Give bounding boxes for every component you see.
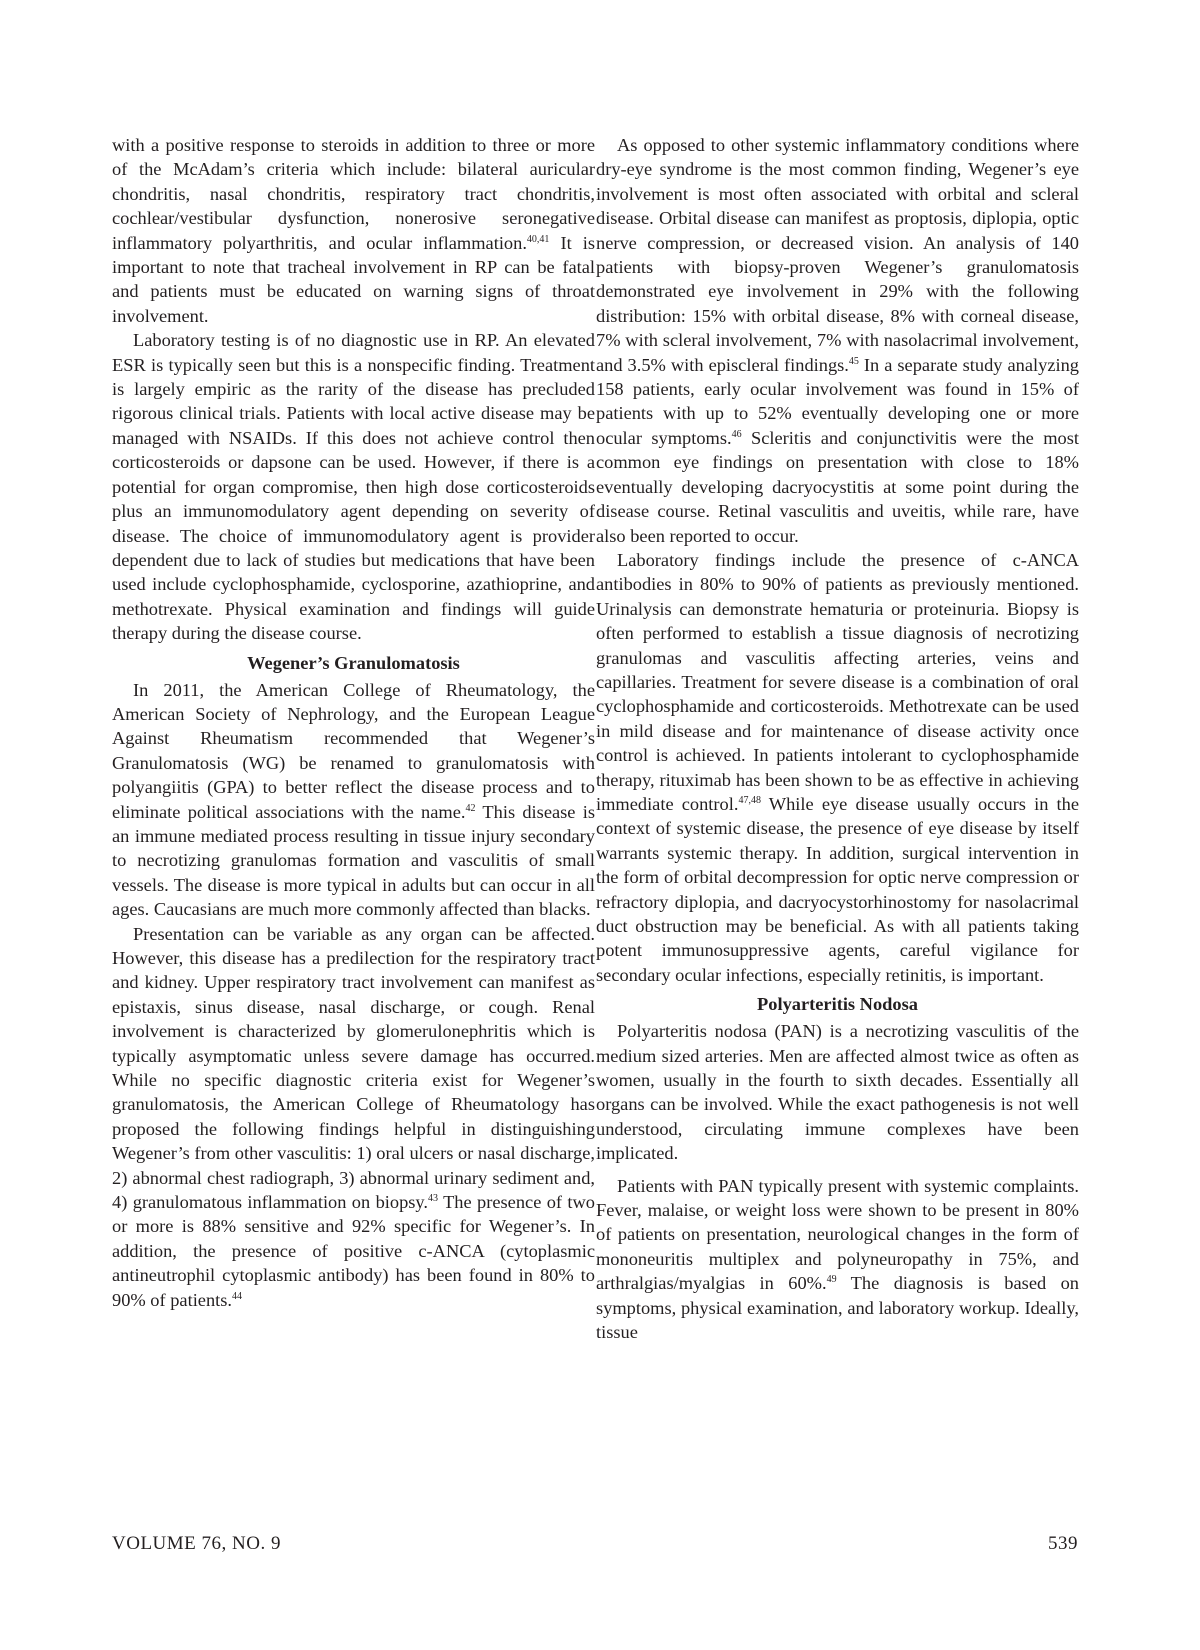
left-paragraph-1 [112, 133, 595, 328]
citation-superscript: 44 [232, 1290, 243, 1302]
text-run: with a positive response to steroids in addition to three or more of the McAdam’s criteria which include: bilateral auricular chondritis, nasal chondritis, respiratory tract chondritis, cochlear/vestibular dysfunction, nonerosive seronegative inflammatory polyarthritis, and ocular inflammation. [112, 135, 595, 253]
text-run: In 2011, the American College of Rheumatology, the American Society of Nephrology, and the European League Against Rheumatism recommended that Wegener’s Granulomatosis (WG) be renamed to granulomatosis with polyangiitis (GPA) to better reflect the disease process and to eliminate political associations with the name. [112, 679, 595, 822]
text-run: It is important to note that tracheal involvement in RP can be fatal and patients must be educated on warning signs of throat involvement. [112, 232, 595, 326]
text-run: Presentation can be variable as any organ can be affected. However, this disease has a predilection for the respiratory tract and kidney. Upper respiratory tract involvement can manifest as epistaxis, sinus disease, nasal discharge, or cough. Renal involvement is characterized by glomerulonephritis which is typically asymptomatic unless severe damage has occurred. While no specific diagnostic criteria exist for Wegener’s granulomatosis, the American College of Rheumatology has proposed the following findings helpful in distinguishing Wegener’s from other vasculitis: 1) oral ulcers or nasal discharge, 2) abnormal chest radiograph, 3) abnormal urinary sediment and, 4) granulomatous inflammation on biopsy. [112, 923, 595, 1213]
left-column [112, 133, 595, 1312]
left-paragraph-2: Laboratory testing is of no diagnostic use in RP. An elevated ESR is typically seen but this is a nonspecific finding. Treatment is largely empiric as the rarity of the disease has precluded rigorous clinical trials. Patients with local active disease may be managed with NSAIDs. If this does not achieve control then corticosteroids or dapsone can be used. However, if there is a potential for organ compromise, then high dose corticosteroids plus an immunomodulatory agent depending on severity of disease. The choice of immunomodulatory agent is provider dependent due to lack of studies but medications that have been used include cyclophosphamide, cyclosporine, azathioprine, and methotrexate. Physical examination and findings will guide therapy during the disease course. [112, 330, 595, 644]
text-run: The diagnosis is based on symptoms, physical examination, and laboratory workup. Ideally, tissue [596, 1273, 1079, 1343]
citation-superscript: 49 [826, 1274, 837, 1286]
left-paragraph-3 [112, 678, 595, 922]
text-run: Laboratory findings include the presence of c-ANCA antibodies in 80% to 90% of patients as previously mentioned. Urinalysis can demonstrate hematuria or proteinuria. Biopsy is often performed to establish a tissue diagnosis of necrotizing granulomas and vasculitis affecting arteries, veins and capillaries. Treatment for severe disease is a combination of oral cyclophosphamide and corticosteroids. Methotrexate can be used in mild disease and for maintenance of disease activity once control is achieved. In patients intolerant to cyclophosphamide therapy, rituximab has been shown to be as effective in achieving immediate control. [596, 549, 1079, 814]
citation-superscript: 42 [465, 802, 476, 814]
citation-superscript: 43 [428, 1193, 439, 1205]
citation-superscript: 45 [848, 355, 859, 367]
citation-superscript: 46 [731, 428, 742, 440]
left-paragraph-4 [112, 922, 595, 1313]
text-run: The presence of two or more is 88% sensitive and 92% specific for Wegener’s. In addition, the presence of positive c-ANCA (cytoplasmic antineutrophil cytoplasmic antibody) has been found in 80% to 90% of patients. [112, 1192, 595, 1310]
text-run: As opposed to other systemic inflammatory conditions where dry-eye syndrome is the most common finding, Wegener’s eye involvement is most often associated with orbital and scleral disease. Orbital disease can manifest as proptosis, diplopia, optic nerve compression, or decreased vision. An analysis of 140 patients with biopsy-proven Wegener’s granulomatosis demonstrated eye involvement in 29% with the following distribution: 15% with orbital disease, 8% with corneal disease, 7% with scleral involvement, 7% with nasolacrimal involvement, and 3.5% with episcleral findings. [596, 135, 1079, 375]
right-paragraph-4 [596, 1174, 1079, 1345]
footer-volume-issue: VOLUME 76, NO. 9 [112, 1533, 281, 1554]
text-run: Patients with PAN typically present with systemic complaints. Fever, malaise, or weight loss were shown to be present in 80% of patients on presentation, neurological changes in the form of mononeuritis multiplex and polyneuropathy in 75%, and arthralgias/myalgias in 60%. [596, 1175, 1079, 1294]
citation-superscript: 40,41 [526, 233, 550, 245]
section-heading-polyarteritis: Polyarteritis Nodosa [757, 994, 918, 1015]
right-paragraph-1 [596, 133, 1079, 548]
right-column [596, 133, 1079, 1345]
right-paragraph-2 [596, 548, 1079, 987]
text-run: Scleritis and conjunctivitis were the most common eye findings on presentation with close to 18% eventually developing dacryocystitis at some point during the disease course. Retinal vasculitis and uveitis, while rare, have also been reported to occur. [596, 427, 1080, 546]
section-heading-wegeners: Wegener’s Granulomatosis [247, 652, 460, 673]
footer-page-number: 539 [1048, 1533, 1078, 1554]
text-run: In a separate study analyzing 158 patients, early ocular involvement was found in 15% of patients with up to 52% eventually developing one or more ocular symptoms. [596, 354, 1079, 448]
text-run: This disease is an immune mediated process resulting in tissue injury secondary to necrotizing granulomas formation and vasculitis of small vessels. The disease is more typical in adults but can occur in all ages. Caucasians are much more commonly affected than blacks. [112, 801, 595, 920]
citation-superscript: 47,48 [738, 794, 761, 806]
right-paragraph-3: Polyarteritis nodosa (PAN) is a necrotizing vasculitis of the medium sized arteries. Men are affected almost twice as often as women, usually in the fourth to sixth decades. Essentially all organs can be involved. While the exact pathogenesis is not well understood, circulating immune complexes have been implicated. [596, 1021, 1079, 1164]
text-run: While eye disease usually occurs in the context of systemic disease, the presence of eye disease by itself warrants systemic therapy. In addition, surgical intervention in the form of orbital decompression for optic nerve compression or refractory diplopia, and dacryocystorhinostomy for nasolacrimal duct obstruction may be beneficial. As with all patients taking potent immunosuppressive agents, careful vigilance for secondary ocular infections, especially retinitis, is important. [596, 793, 1079, 985]
